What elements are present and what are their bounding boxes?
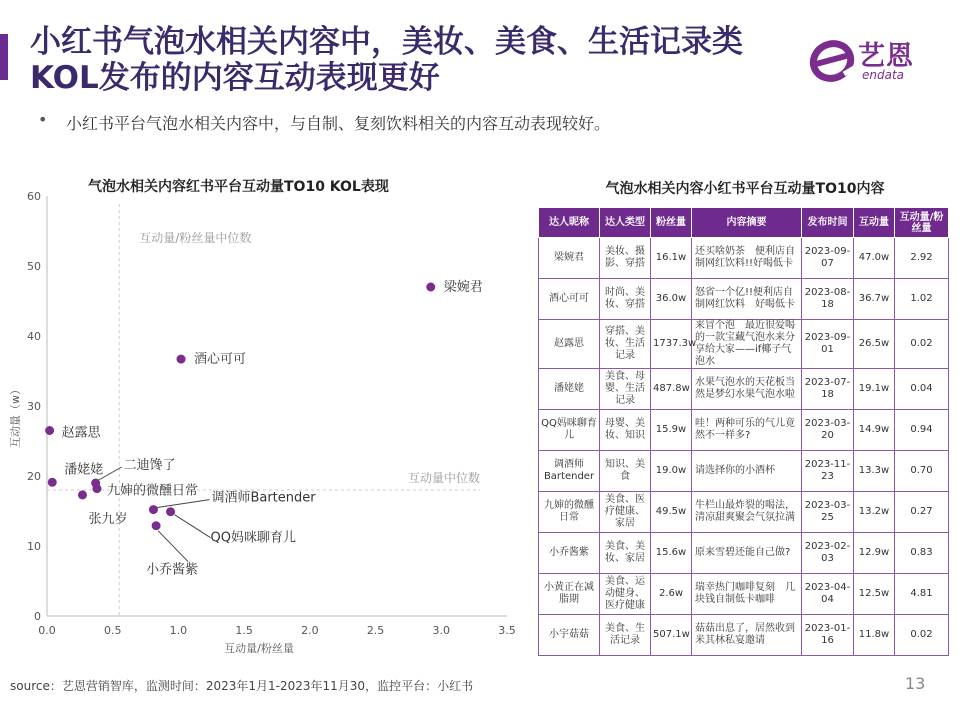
x-tick-label: 2.0 (301, 624, 319, 637)
table-header-cell: 粉丝量 (651, 208, 692, 238)
table-cell: QQ妈咪聊育儿 (539, 410, 600, 451)
data-point-label: 张九岁 (88, 511, 128, 527)
table-cell: 13.2w (854, 492, 895, 533)
table-cell: 2023-03-25 (802, 492, 854, 533)
page-title-line1: 小红书气泡水相关内容中，美妆、美食、生活记录类 (30, 24, 743, 60)
x-tick-label: 0.0 (38, 624, 56, 637)
table-cell: 美食、美妆、家居 (600, 533, 651, 574)
table-cell: 2023-01-16 (802, 615, 854, 656)
table-cell: 来冒个泡 最近很爱喝的一款宝藏气泡水来分享给大家——if椰子气泡水 (692, 320, 802, 369)
logo-wordmark: 艺恩 (858, 41, 914, 72)
table-cell: 487.8w (651, 369, 692, 410)
table-cell: 36.7w (854, 279, 895, 320)
scatter-chart-title: 气泡水相关内容红书平台互动量TO10 KOL表现 (88, 179, 389, 195)
point-leader-line (175, 515, 211, 538)
data-point-label: 潘姥姥 (64, 462, 104, 478)
bullet-dot: • (38, 110, 48, 129)
table-cell: 4.81 (895, 574, 949, 615)
table-cell: 12.9w (854, 533, 895, 574)
table-cell: 美妆、摄影、穿搭 (600, 238, 651, 279)
table-row (539, 279, 949, 320)
table-cell: 11.8w (854, 615, 895, 656)
table-cell: 水果气泡水的天花板当然是梦幻水果气泡水啦 (692, 369, 802, 410)
table-cell: 潘姥姥 (539, 369, 600, 410)
table-header-cell: 达人昵称 (539, 208, 600, 238)
table-row (539, 410, 949, 451)
y-tick-label: 40 (27, 330, 41, 343)
page-number: 13 (905, 674, 926, 693)
table-cell: 0.70 (895, 451, 949, 492)
source-note: source：艺恩营销智库，监测时间：2023年1月1-2023年11月30，监控平台：小红书 (10, 679, 474, 693)
table-cell: 2023-02-03 (802, 533, 854, 574)
data-point-label: 调酒师Bartender (211, 490, 316, 506)
table-cell: 还买啥奶茶 便利店自制网红饮料!!好喝低卡 (692, 238, 802, 279)
table-row (539, 451, 949, 492)
table-cell: 牛栏山最炸裂的喝法，清凉甜爽聚会气氛拉满 (692, 492, 802, 533)
table-cell: 梁婉君 (539, 238, 600, 279)
table-cell: 瑞幸热门咖啡复刻 几块钱自制低卡咖啡 (692, 574, 802, 615)
y-tick-label: 10 (27, 540, 41, 553)
y-axis-label: 互动量（w） (9, 384, 22, 448)
table-row (539, 615, 949, 656)
table-cell: 2023-03-20 (802, 410, 854, 451)
data-point-label: 酒心可可 (194, 352, 247, 368)
table-cell: 时尚、美妆、穿搭 (600, 279, 651, 320)
data-point-label: QQ妈咪聊育儿 (210, 530, 297, 546)
table-cell: 请选择你的小酒杯 (692, 451, 802, 492)
table-cell: 47.0w (854, 238, 895, 279)
table-cell: 美食、生活记录 (600, 615, 651, 656)
table-cell: 2023-09-07 (802, 238, 854, 279)
y-median-label: 互动量中位数 (407, 471, 480, 485)
title-accent-bar (0, 34, 8, 80)
table-cell: 16.1w (651, 238, 692, 279)
x-tick-label: 0.5 (103, 624, 122, 637)
table-header-cell: 互动量/粉丝量 (895, 208, 949, 238)
table-cell: 菇菇出息了，居然收到米其林私宴邀请 (692, 615, 802, 656)
table-title: 气泡水相关内容小红书平台互动量TO10内容 (605, 181, 885, 197)
x-median-label: 互动量/粉丝量中位数 (139, 231, 252, 245)
endata-e-icon (806, 34, 858, 88)
data-point (48, 478, 57, 487)
table-header-cell: 发布时间 (802, 208, 854, 238)
point-leader-line (156, 500, 209, 508)
data-point (92, 484, 101, 493)
table-cell: 0.83 (895, 533, 949, 574)
logo-subtext: endata (862, 68, 905, 82)
table-row (539, 238, 949, 279)
y-tick-label: 30 (27, 400, 41, 413)
data-point-label: 小乔酱紫 (146, 562, 199, 578)
table-header-cell: 达人类型 (600, 208, 651, 238)
point-leader-line (158, 531, 188, 562)
table-cell: 2.6w (651, 574, 692, 615)
table-cell: 美食、母婴、生活记录 (600, 369, 651, 410)
table-cell: 九婶的微醺日常 (539, 492, 600, 533)
data-point (149, 505, 158, 514)
data-point (166, 507, 175, 516)
table-cell: 2023-11-23 (802, 451, 854, 492)
table-cell: 0.27 (895, 492, 949, 533)
data-point-label: 九婶的微醺日常 (106, 483, 198, 499)
data-point (45, 426, 54, 435)
endata-logo (806, 34, 936, 88)
y-tick-label: 20 (27, 470, 41, 483)
table-cell: 穿搭、美妆、生活记录 (600, 320, 651, 369)
data-point (78, 490, 87, 499)
y-tick-label: 0 (34, 610, 41, 623)
table-cell: 15.6w (651, 533, 692, 574)
data-point-label: 赵露思 (61, 425, 101, 441)
table-cell: 2023-09-01 (802, 320, 854, 369)
table-cell: 2023-04-04 (802, 574, 854, 615)
table-row (539, 320, 949, 369)
table-cell: 小宇菇菇 (539, 615, 600, 656)
table-cell: 原来雪碧还能自己做? (692, 533, 802, 574)
table-cell: 美食、运动健身、医疗健康 (600, 574, 651, 615)
page-title (30, 24, 790, 96)
table-cell: 小乔酱紫 (539, 533, 600, 574)
table-cell: 14.9w (854, 410, 895, 451)
table-cell: 507.1w (651, 615, 692, 656)
x-tick-label: 1.0 (169, 624, 188, 637)
x-tick-label: 3.0 (432, 624, 451, 637)
x-tick-label: 1.5 (235, 624, 253, 637)
x-axis-label: 互动量/粉丝量 (224, 642, 294, 655)
table-cell: 酒心可可 (539, 279, 600, 320)
table-cell: 赵露思 (539, 320, 600, 369)
table-header-cell: 互动量 (854, 208, 895, 238)
data-point-label: 梁婉君 (443, 280, 483, 295)
data-point (152, 521, 161, 530)
table-cell: 0.02 (895, 320, 949, 369)
table-cell: 母婴、美妆、知识 (600, 410, 651, 451)
y-tick-label: 50 (27, 260, 41, 273)
table-cell: 小黄正在减脂期 (539, 574, 600, 615)
table-cell: 调酒师Bartender (539, 451, 600, 492)
table-row (539, 369, 949, 410)
table-cell: 1737.3w (651, 320, 692, 369)
table-row (539, 492, 949, 533)
table-cell: 49.5w (651, 492, 692, 533)
table-cell: 19.1w (854, 369, 895, 410)
y-tick-label: 60 (27, 190, 41, 203)
table-cell: 2023-07-18 (802, 369, 854, 410)
table-cell: 0.02 (895, 615, 949, 656)
table-cell: 知识、美食 (600, 451, 651, 492)
table-row (539, 533, 949, 574)
table-cell: 美食、医疗健康、家居 (600, 492, 651, 533)
table-header-cell: 内容摘要 (692, 208, 802, 238)
table-cell: 12.5w (854, 574, 895, 615)
data-point-label: 二迪馋了 (123, 458, 176, 473)
table-cell: 哇！两种可乐的气儿竟然不一样多? (692, 410, 802, 451)
table-cell: 13.3w (854, 451, 895, 492)
page-title-line2: KOL发布的内容互动表现更好 (30, 60, 440, 96)
table-row (539, 574, 949, 615)
bullet-text: 小红书平台气泡水相关内容中，与自制、复刻饮料相关的内容互动表现较好。 (66, 114, 611, 133)
table-cell: 1.02 (895, 279, 949, 320)
x-tick-label: 2.5 (366, 624, 385, 637)
table-cell: 0.04 (895, 369, 949, 410)
scatter-chart (0, 186, 530, 666)
x-tick-label: 3.5 (498, 624, 516, 637)
data-point (177, 355, 186, 364)
table-cell: 36.0w (651, 279, 692, 320)
table-cell: 0.94 (895, 410, 949, 451)
kol-content-table (538, 207, 949, 656)
table-header-row (539, 208, 949, 238)
data-point (426, 283, 435, 292)
table-cell: 2023-08-18 (802, 279, 854, 320)
table-cell: 15.9w (651, 410, 692, 451)
table-cell: 26.5w (854, 320, 895, 369)
table-cell: 2.92 (895, 238, 949, 279)
table-cell: 19.0w (651, 451, 692, 492)
table-cell: 怒省一个亿!!便利店自制网红饮料 好喝低卡 (692, 279, 802, 320)
